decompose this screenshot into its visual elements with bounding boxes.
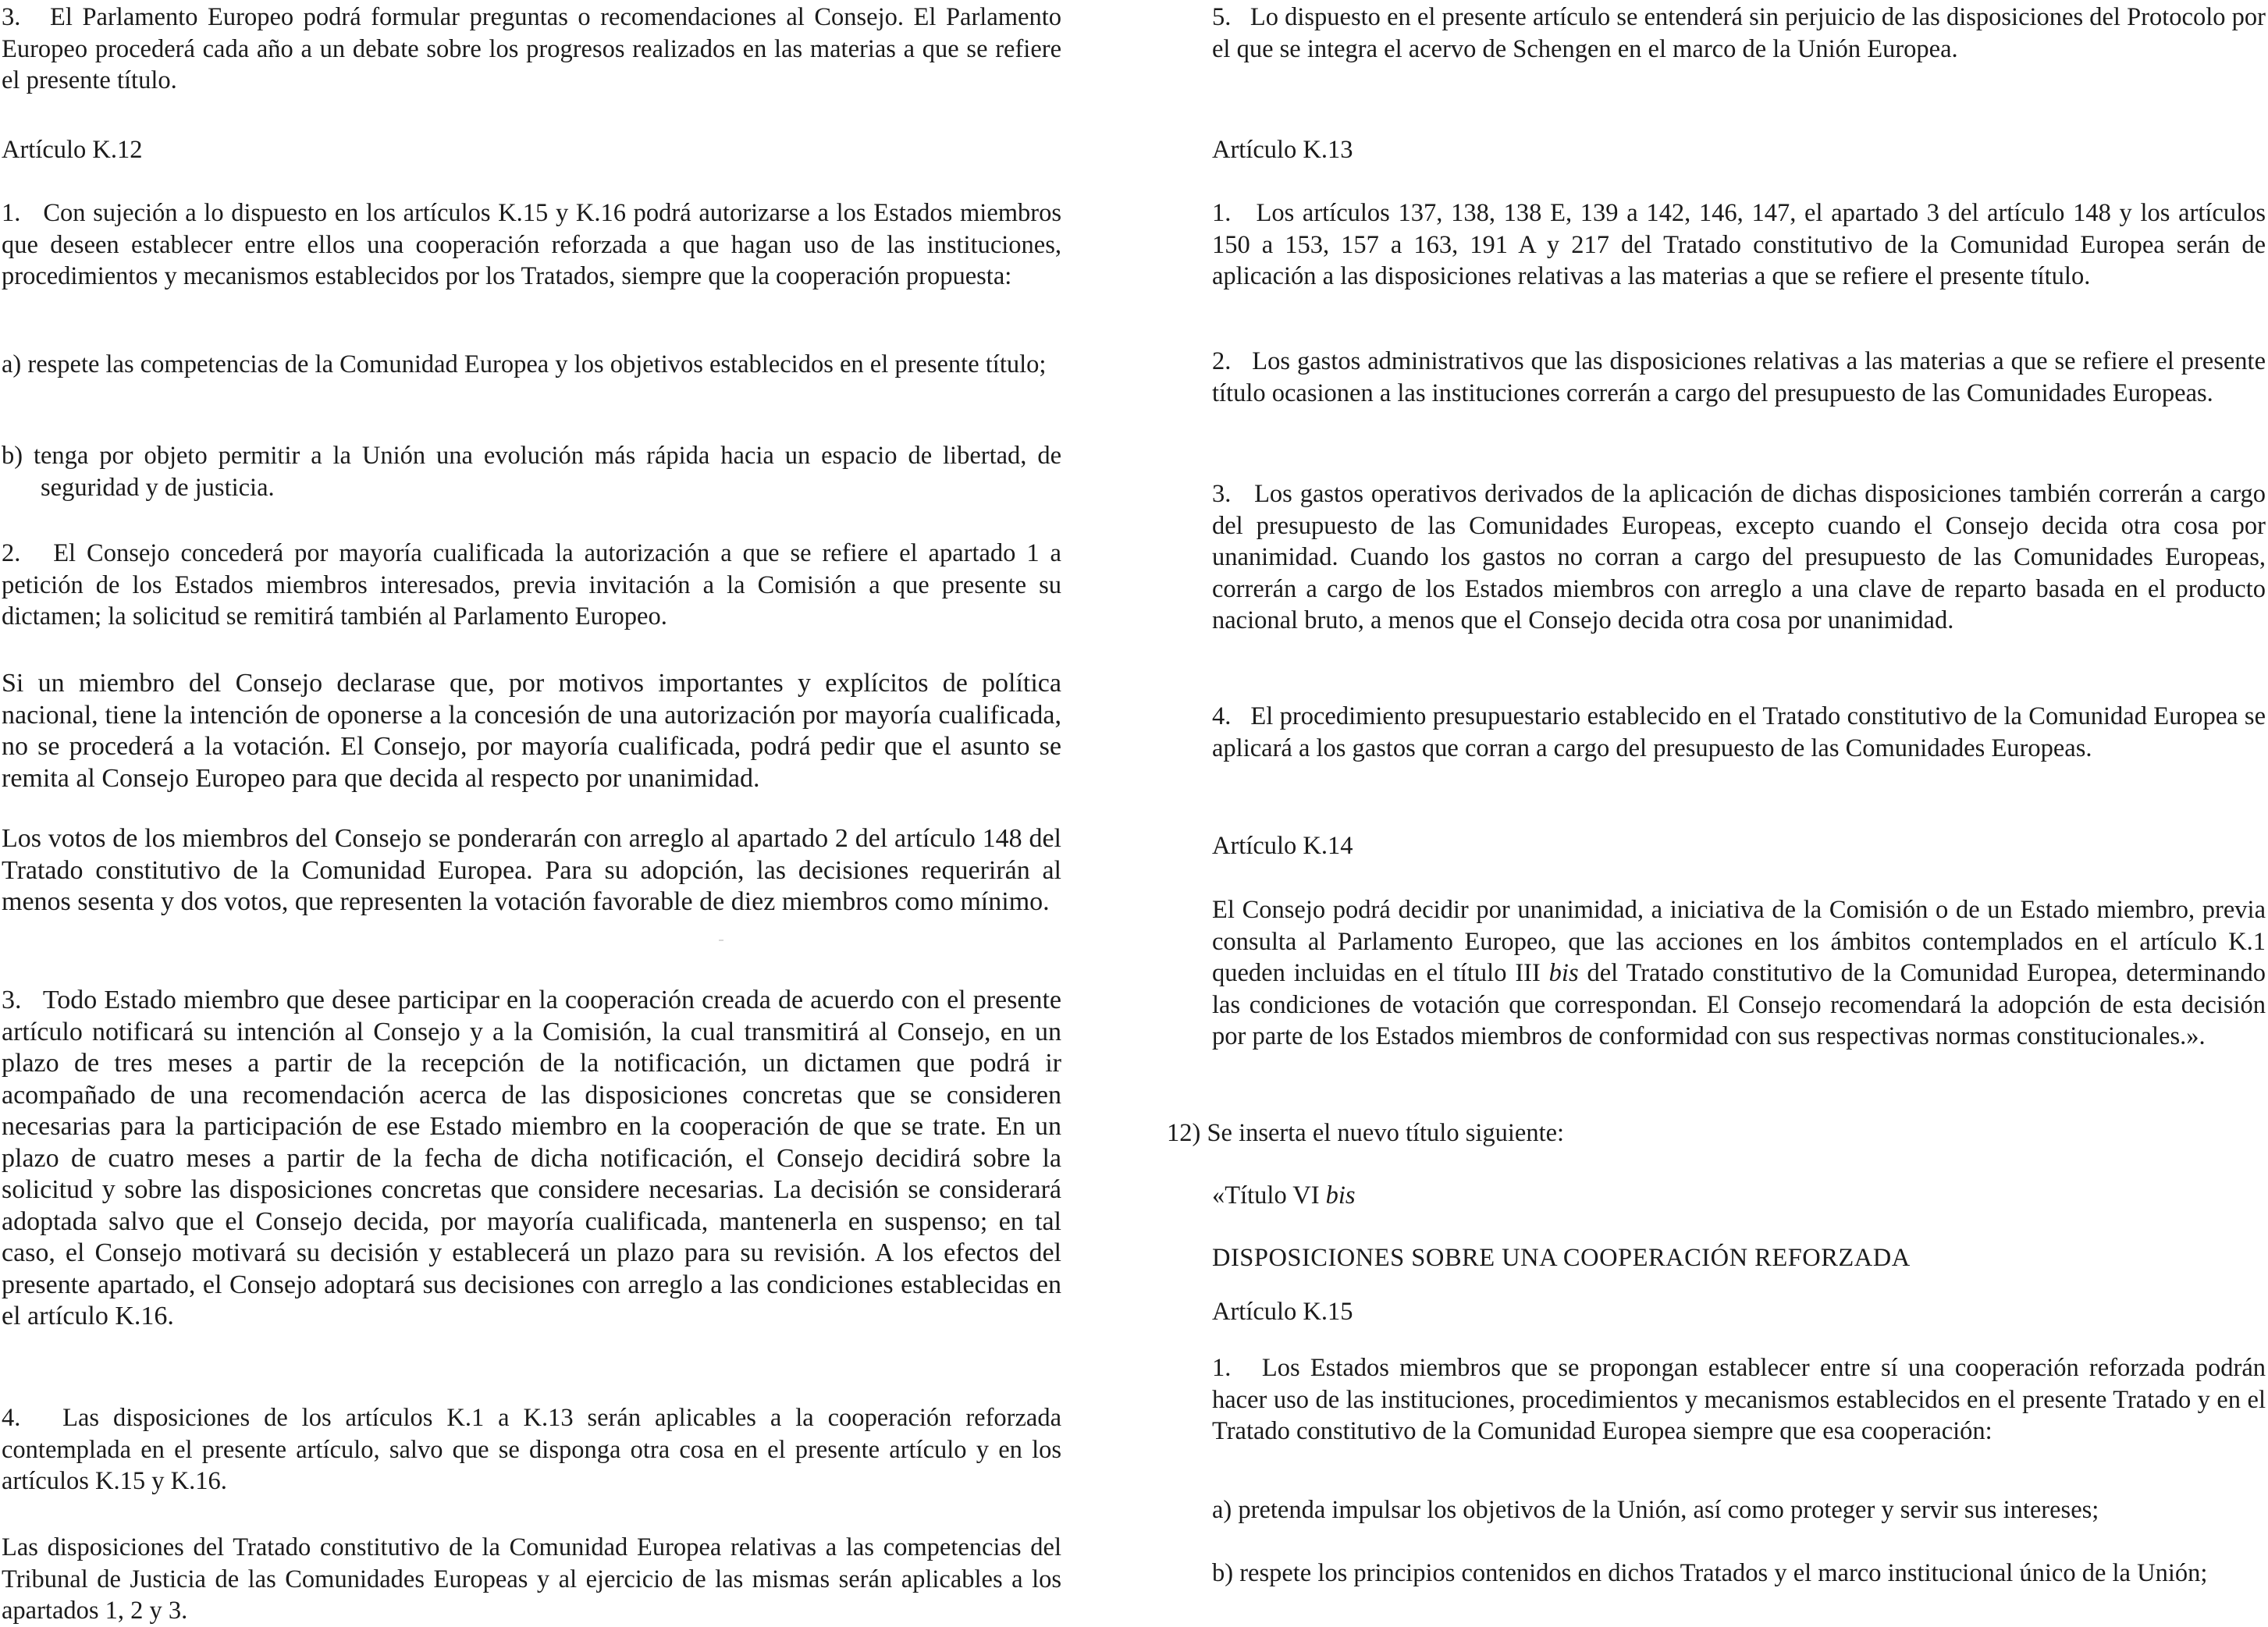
paragraph-k12-4: 4. Las disposiciones de los artículos K.1 a K.13 serán aplicables a la cooperación reforzada contemplada en el presente artículo, salvo que se disponga otra cosa en el presente artículo y en los artículos K.15 y K.16.	[2, 1404, 1061, 1495]
paragraph-k14-bis: bis	[1548, 959, 1579, 987]
paragraph-k12-4-court: Las disposiciones del Tratado constitutivo de la Comunidad Europea relativas a las competencias del Tribunal de Justicia de las Comunidades Europeas y al ejercicio de las mismas serán aplicables a los apartados 1, 2 y 3.	[2, 1533, 1061, 1625]
paragraph-k12-5: 5. Lo dispuesto en el presente artículo se entenderá sin perjuicio de las disposiciones del Protocolo por el que se integra el acervo de Schengen en el marco de la Unión Europea.	[1212, 3, 2266, 63]
list-item-k15-b: b) respete los principios contenidos en dichos Tratados y el marco institucional único de la Unión;	[1212, 1559, 2208, 1587]
paragraph-k12-2-vote: Si un miembro del Consejo declarase que, por motivos importantes y explícitos de política nacional, tiene la intención de oponerse a la concesión de una autorización por mayoría cualificada, no se procederá a la votación. El Consejo, por mayoría cualificada, podrá pedir que el asunto se remita al Consejo Europeo para que decida al respecto por unanimidad.	[2, 669, 1061, 793]
list-item-k15-a: a) pretenda impulsar los objetivos de la Unión, así como proteger y servir sus intereses;	[1212, 1496, 2099, 1524]
scan-mark	[719, 940, 723, 941]
paragraph-k12-3: 3. Todo Estado miembro que desee participar en la cooperación creada de acuerdo con el presente artículo notificará su intención al Consejo y a la Comisión, la cual transmitirá al Consejo, en un plazo de tres meses a partir de la recepción de la notificación, un dictamen que podrá ir acompañado de una recomendación acerca de las disposiciones concretas que se consideren necesarias para la participación de ese Estado miembro en la cooperación de que se trate. En un plazo de cuatro meses a partir de la fecha de dicha notificación, el Consejo decidirá sobre la solicitud y sobre las disposiciones concretas que considere necesarias. La decisión se considerará adoptada salvo que el Consejo decida, por mayoría cualificada, mantenerla en suspenso; en tal caso, el Consejo motivará su decisión y establecerá un plazo para su revisión. A los efectos del presente apartado, el Consejo adoptará sus decisiones con arreglo a las condiciones establecidas en el artículo K.16.	[2, 986, 1061, 1330]
heading-article-k13: Artículo K.13	[1212, 136, 1353, 164]
heading-article-k14: Artículo K.14	[1212, 832, 1353, 860]
paragraph-k12-1: 1. Con sujeción a lo dispuesto en los artículos K.15 y K.16 podrá autorizarse a los Estados miembros que deseen establecer entre ellos una cooperación reforzada a que hagan uso de las instituciones, procedimientos y mecanismos establecidos por los Tratados, siempre que la cooperación propuesta:	[2, 199, 1061, 290]
paragraph-k14-text-a: El Consejo podrá decidir por unanimidad, a iniciativa de la Comisión o de un Estado miembro, previa consulta al Parlamento Europeo, que las acciones en los ámbitos contemplados en el artículo K.1 queden incluidas en el título III	[1212, 896, 2266, 987]
paragraph-k13-4: 4. El procedimiento presupuestario establecido en el Tratado constitutivo de la Comunidad Europea se aplicará a los gastos que corran a cargo del presupuesto de las Comunidades Europeas.	[1212, 702, 2266, 762]
list-item-a: a) respete las competencias de la Comunidad Europea y los objetivos establecidos en el presente título;	[2, 350, 1047, 378]
paragraph-k13-3: 3. Los gastos operativos derivados de la aplicación de dichas disposiciones también correrán a cargo del presupuesto de las Comunidades Europeas, excepto cuando el Consejo decida otra cosa por unanimidad. Cuando los gastos no corran a cargo del presupuesto de las Comunidades Europeas, correrán a cargo de los Estados miembros con arreglo a una clave de reparto basada en el producto nacional bruto, a menos que el Consejo decida otra cosa por unanimidad.	[1212, 480, 2266, 634]
paragraph-k12-2: 2. El Consejo concederá por mayoría cualificada la autorización a que se refiere el apartado 1 a petición de los Estados miembros interesados, previa invitación a la Comisión a que presente su dictamen; la solicitud se remitirá también al Parlamento Europeo.	[2, 539, 1061, 631]
paragraph-k13-2: 2. Los gastos administrativos que las disposiciones relativas a las materias a que se refiere el presente título ocasionen a las instituciones correrán a cargo del presupuesto de las Comunidades Europeas.	[1212, 347, 2266, 407]
paragraph-k15-1: 1. Los Estados miembros que se propongan establecer entre sí una cooperación reforzada podrán hacer uso de las instituciones, procedimientos y mecanismos establecidos en el presente Tratado y en el Tratado constitutivo de la Comunidad Europea siempre que esa cooperación:	[1212, 1354, 2266, 1445]
list-item-b: b) tenga por objeto permitir a la Unión una evolución más rápida hacia un espacio de libertad, de seguridad y de justicia.	[2, 442, 1061, 502]
title-vi-bis	[1212, 1180, 2266, 1212]
heading-article-k12: Artículo K.12	[2, 136, 143, 164]
title-vi-label: «Título VI	[1212, 1181, 1326, 1210]
paragraph-k14-text-b: del Tratado constitutivo de la Comunidad Europea, determinando las condiciones de votación que correspondan. El Consejo recomendará la adopción de esta decisión por parte de los Estados miembros de conformidad con sus respectivas normas constitucionales.».	[1212, 959, 2266, 1050]
paragraph-k13-1: 1. Los artículos 137, 138, 138 E, 139 a 142, 146, 147, el apartado 3 del artículo 148 y los artículos 150 a 153, 157 a 163, 191 A y 217 del Tratado constitutivo de la Comunidad Europea serán de aplicación a las disposiciones relativas a las materias a que se refiere el presente título.	[1212, 199, 2266, 290]
title-vi-bis-italic: bis	[1325, 1181, 1356, 1210]
paragraph-k12-2-weighting: Los votos de los miembros del Consejo se ponderarán con arreglo al apartado 2 del artículo 148 del Tratado constitutivo de la Comunidad Europea. Para su adopción, las decisiones requerirán al menos sesenta y dos votos, que representen la votación favorable de diez miembros como mínimo.	[2, 824, 1061, 916]
amendment-item-12: 12) Se inserta el nuevo título siguiente:	[1167, 1119, 1565, 1147]
paragraph-k11-3: 3. El Parlamento Europeo podrá formular preguntas o recomendaciones al Consejo. El Parlamento Europeo procederá cada año a un debate sobre los progresos realizados en las materias a que se refiere el presente título.	[2, 3, 1061, 94]
paragraph-k14	[1212, 894, 2266, 1053]
title-enhanced-cooperation: DISPOSICIONES SOBRE UNA COOPERACIÓN REFORZADA	[1212, 1244, 1911, 1272]
heading-article-k15: Artículo K.15	[1212, 1298, 1353, 1326]
